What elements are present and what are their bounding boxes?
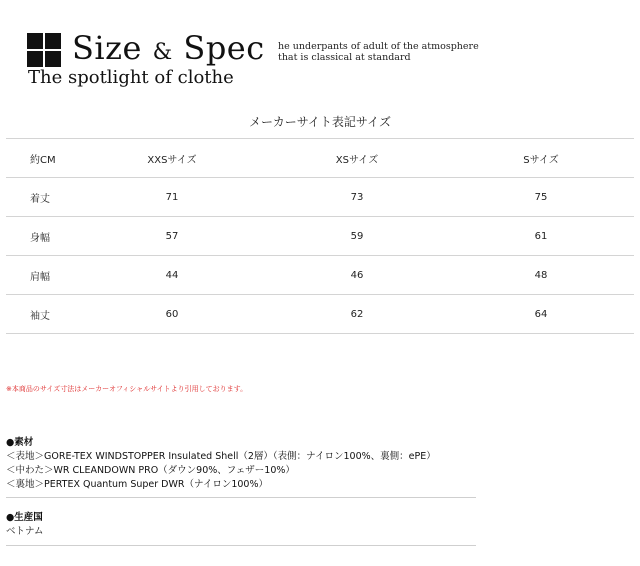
- brand-subtitle: The spotlight of clothe: [28, 67, 234, 88]
- brand-title-size: Size: [72, 29, 142, 67]
- brand-title-spec: Spec: [183, 29, 265, 67]
- logo-mark-icon: [27, 33, 61, 67]
- cell-value: 71: [78, 178, 266, 217]
- brand-tagline-line-2: that is classical at standard: [278, 52, 411, 63]
- section-divider: [6, 497, 476, 498]
- table-row: [6, 178, 634, 217]
- table-row: [6, 256, 634, 295]
- cell-value: 73: [266, 178, 448, 217]
- cell-value: 60: [78, 295, 266, 334]
- cell-value: 64: [448, 295, 634, 334]
- table-row: [6, 217, 634, 256]
- header-cell-s: Sサイズ: [448, 139, 634, 178]
- table-row: [6, 295, 634, 334]
- row-label: 身幅: [6, 217, 78, 256]
- brand-tagline: [278, 41, 479, 63]
- header-cell-unit: 約CM: [6, 139, 78, 178]
- cell-value: 62: [266, 295, 448, 334]
- cell-value: 57: [78, 217, 266, 256]
- row-label: 肩幅: [6, 256, 78, 295]
- cell-value: 48: [448, 256, 634, 295]
- material-heading: ●素材: [6, 437, 34, 448]
- origin-value: ベトナム: [6, 526, 44, 537]
- row-label: 袖丈: [6, 295, 78, 334]
- cell-value: 61: [448, 217, 634, 256]
- material-line-outer: ＜表地＞GORE-TEX WINDSTOPPER Insulated Shell（2層）（表側：ナイロン100%、裏側：ePE）: [6, 451, 436, 462]
- size-table-title: メーカーサイト表記サイズ: [249, 115, 391, 129]
- size-table-header-row: [6, 139, 634, 178]
- size-source-note: ※本商品のサイズ寸法はメーカーオフィシャルサイトより引用しております。: [6, 385, 248, 393]
- header-cell-xxs: XXSサイズ: [78, 139, 266, 178]
- row-label: 着丈: [6, 178, 78, 217]
- size-table: [6, 138, 634, 334]
- material-line-fill: ＜中わた＞WR CLEANDOWN PRO（ダウン90%、フェザー10%）: [6, 465, 295, 476]
- material-line-lining: ＜裏地＞PERTEX Quantum Super DWR（ナイロン100%）: [6, 479, 268, 490]
- section-divider: [6, 545, 476, 546]
- brand-title-amp: &: [152, 40, 173, 65]
- cell-value: 44: [78, 256, 266, 295]
- cell-value: 46: [266, 256, 448, 295]
- header-cell-xs: XSサイズ: [266, 139, 448, 178]
- cell-value: 59: [266, 217, 448, 256]
- origin-heading: ●生産国: [6, 512, 43, 523]
- brand-tagline-line-1: he underpants of adult of the atmosphere: [278, 41, 479, 52]
- cell-value: 75: [448, 178, 634, 217]
